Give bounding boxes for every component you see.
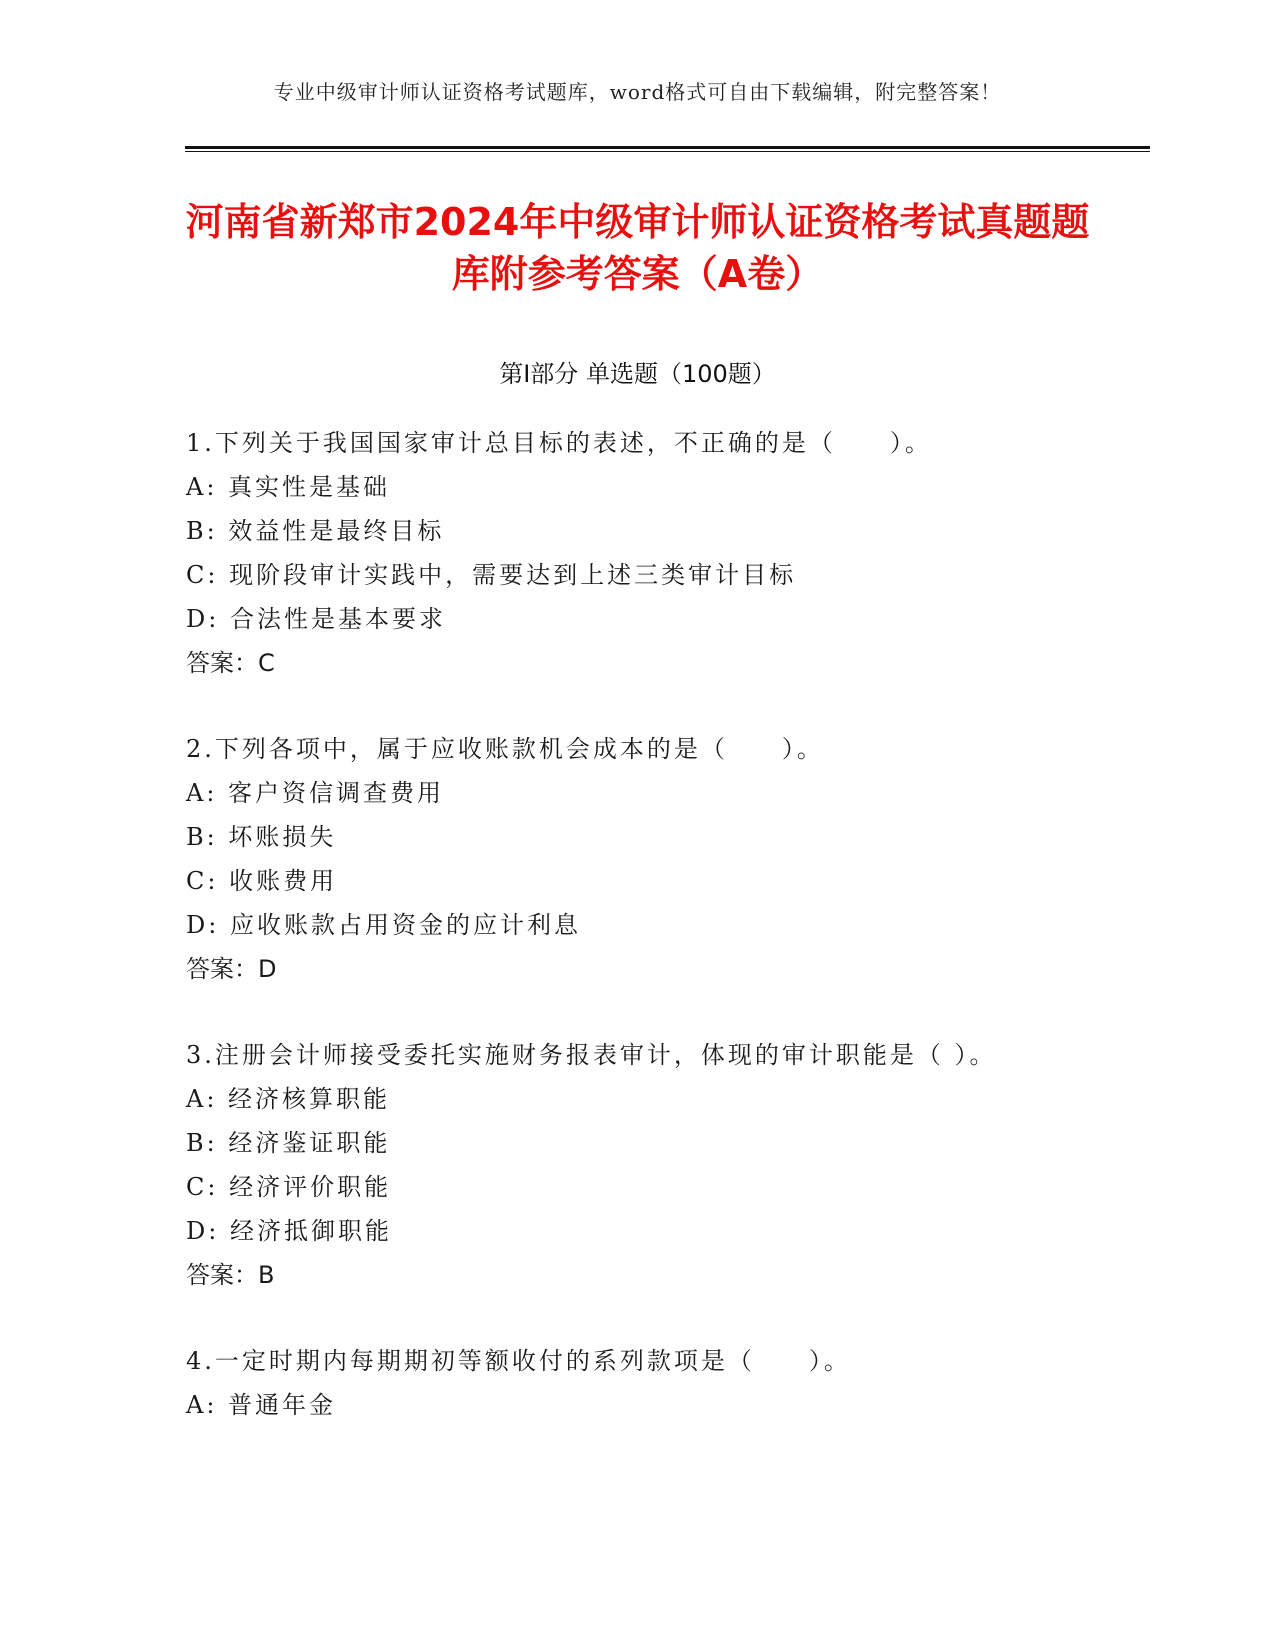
question-1-option-b: B: 效益性是最终目标 bbox=[186, 517, 445, 545]
question-2-option-a: A: 客户资信调查费用 bbox=[186, 779, 445, 807]
document-title: 河南省新郑市2024年中级审计师认证资格考试真题题库附参考答案（A卷） bbox=[185, 200, 1090, 296]
question-2-option-c: C: 收账费用 bbox=[186, 867, 338, 895]
question-2-answer: 答案：D bbox=[186, 955, 277, 983]
question-3-option-c: C: 经济评价职能 bbox=[186, 1173, 392, 1201]
question-3-option-b: B: 经济鉴证职能 bbox=[186, 1129, 391, 1157]
question-1-stem: 1.下列关于我国国家审计总目标的表述，不正确的是（ ）。 bbox=[186, 429, 932, 457]
section-title: 第Ⅰ部分 单选题（100题） bbox=[499, 360, 776, 388]
question-1-option-d: D: 合法性是基本要求 bbox=[186, 605, 446, 633]
question-3-option-a: A: 经济核算职能 bbox=[186, 1085, 391, 1113]
header-note: 专业中级审计师认证资格考试题库，word格式可自由下载编辑，附完整答案！ bbox=[273, 80, 1002, 104]
question-1-answer: 答案：C bbox=[186, 649, 275, 677]
question-4-stem: 4.一定时期内每期期初等额收付的系列款项是（ ）。 bbox=[186, 1347, 851, 1375]
header-divider-thin bbox=[185, 151, 1150, 152]
question-3-stem: 3.注册会计师接受委托实施财务报表审计，体现的审计职能是（ ）。 bbox=[186, 1041, 997, 1069]
question-3-option-d: D: 经济抵御职能 bbox=[186, 1217, 392, 1245]
question-4-option-a: A: 普通年金 bbox=[186, 1391, 337, 1419]
question-2-option-b: B: 坏账损失 bbox=[186, 823, 337, 851]
question-3-answer: 答案：B bbox=[186, 1261, 275, 1289]
header-divider-thick bbox=[185, 146, 1150, 149]
question-2-stem: 2.下列各项中，属于应收账款机会成本的是（ ）。 bbox=[186, 735, 824, 763]
question-2-option-d: D: 应收账款占用资金的应计利息 bbox=[186, 911, 581, 939]
question-1-option-a: A: 真实性是基础 bbox=[186, 473, 391, 501]
question-1-option-c: C: 现阶段审计实践中，需要达到上述三类审计目标 bbox=[186, 561, 797, 589]
